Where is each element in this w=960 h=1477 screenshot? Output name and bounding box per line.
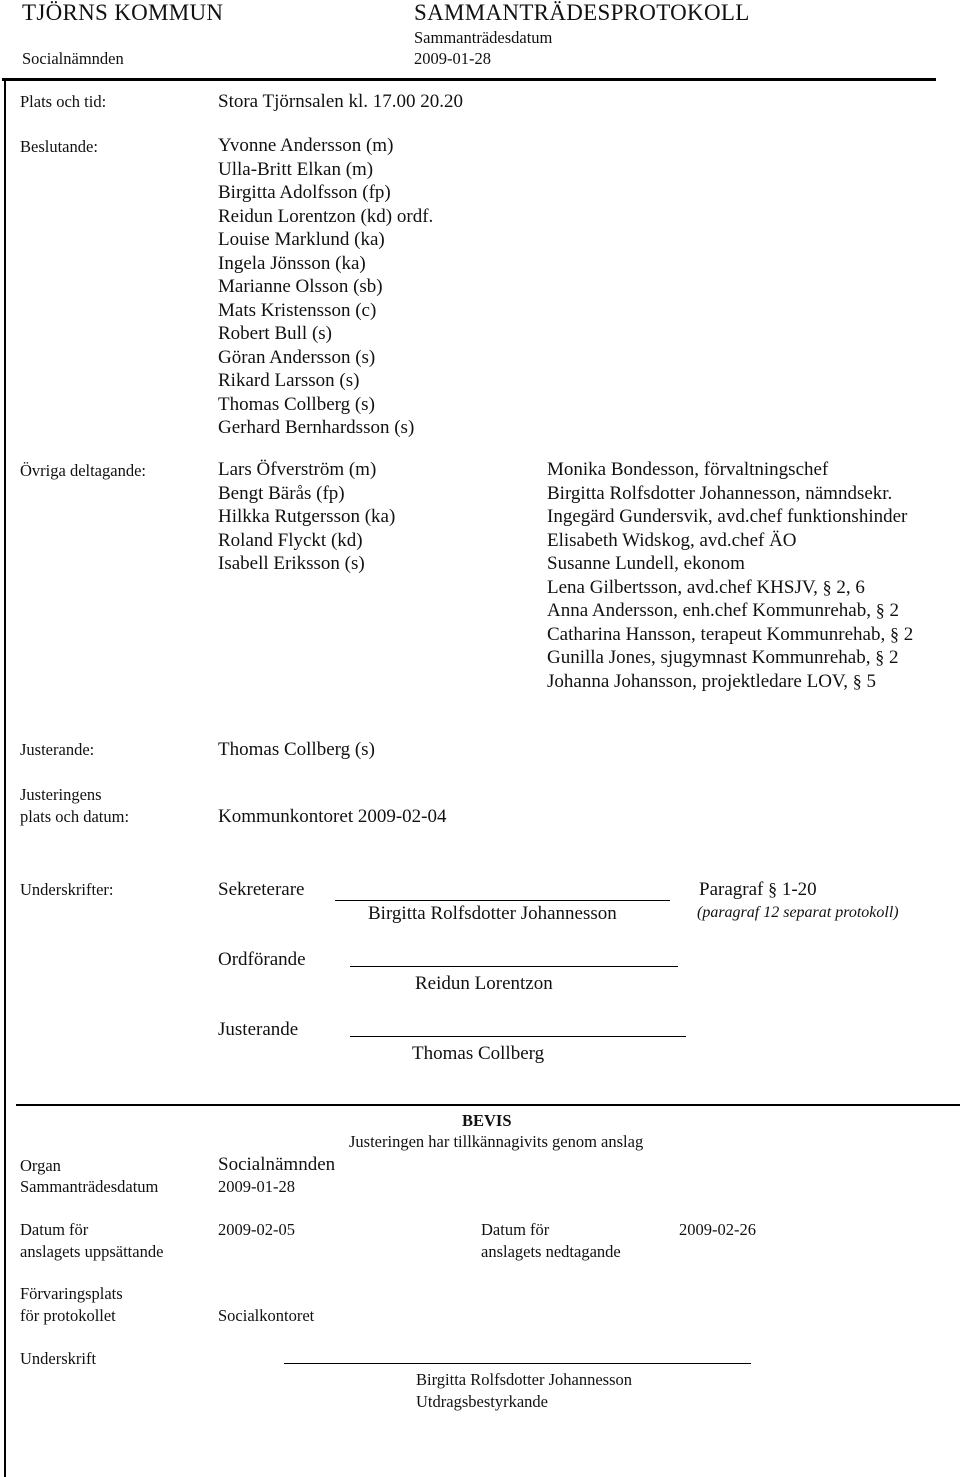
chair-role: Ordförande — [218, 949, 306, 970]
participant-with-paragraph: Gunilla Jones, sjugymnast Kommunrehab, § 2 — [547, 647, 899, 668]
signer-role: Utdragsbestyrkande — [416, 1392, 548, 1411]
storage-label-2: för protokollet — [20, 1306, 116, 1325]
storage-label-1: Förvaringsplats — [20, 1284, 123, 1303]
secretary-name: Birgitta Rolfsdotter Johannesson — [368, 903, 617, 924]
participant: Monika Bondesson, förvaltningschef — [547, 459, 829, 480]
paragraph-symbol: § — [822, 576, 832, 597]
document-title: SAMMANTRÄDESPROTOKOLL — [414, 0, 750, 25]
paragraph-range: Paragraf § 1-20 — [699, 879, 817, 900]
paragraph-symbol: § — [768, 879, 778, 899]
certificate-date-label: Sammanträdesdatum — [20, 1177, 159, 1196]
certificate-rule — [16, 1104, 960, 1106]
chair-signature-line — [350, 966, 678, 967]
organ-label: Organ — [20, 1156, 61, 1175]
certificate-date-value: 2009-01-28 — [218, 1177, 295, 1196]
others-label: Övriga deltagande: — [20, 461, 146, 480]
adjust-place-value: Kommunkontoret 2009-02-04 — [218, 806, 447, 827]
left-margin-rule — [4, 79, 6, 1477]
adjuster-label: Justerande: — [20, 740, 95, 759]
adjuster-name: Thomas Collberg — [412, 1043, 545, 1064]
place-label: Plats och tid: — [20, 92, 107, 111]
deciding-member: Robert Bull (s) — [218, 323, 332, 344]
deciding-member: Marianne Olsson (sb) — [218, 276, 383, 297]
removed-label-1: Datum för — [481, 1220, 550, 1239]
deciding-member: Reidun Lorentzon (kd) ordf. — [218, 205, 434, 227]
posted-value: 2009-02-05 — [218, 1220, 295, 1239]
participant: Ingegärd Gundersvik, avd.chef funktionshinder — [547, 506, 908, 527]
posted-label-1: Datum för — [20, 1220, 89, 1239]
header-rule — [2, 78, 936, 81]
participant-with-paragraph: Johanna Johansson, projektledare LOV, § 5 — [547, 670, 876, 692]
paragraph-symbol: § — [875, 647, 885, 667]
chair-name: Reidun Lorentzon — [415, 973, 553, 994]
adjust-place-label-2: plats och datum: — [20, 807, 130, 826]
committee-name: Socialnämnden — [22, 49, 124, 68]
posted-label-2: anslagets uppsättande — [20, 1242, 164, 1261]
certificate-subtitle: Justeringen har tillkännagivits genom anslag — [349, 1132, 644, 1151]
deciding-member: Birgitta Adolfsson (fp) — [218, 182, 391, 203]
deciding-list — [218, 134, 433, 440]
deciding-member: Ulla-Britt Elkan (m) — [218, 158, 374, 180]
organ-value: Socialnämnden — [218, 1154, 336, 1175]
deciding-member: Louise Marklund (ka) — [218, 229, 385, 250]
deciding-member: Ingela Jönsson (ka) — [218, 252, 366, 274]
adjuster-value: Thomas Collberg (s) — [218, 739, 375, 760]
paragraph-note: (paragraf 12 separat protokoll) — [697, 904, 899, 921]
meeting-date-label: Sammanträdesdatum — [414, 28, 553, 47]
signer-name: Birgitta Rolfsdotter Johannesson — [416, 1370, 633, 1389]
meeting-date: 2009-01-28 — [414, 49, 491, 68]
deciding-label: Beslutande: — [20, 137, 98, 156]
participant-with-paragraph: Catharina Hansson, terapeut Kommunrehab, § 2 — [547, 623, 914, 645]
deciding-member: Yvonne Andersson (m) — [218, 135, 394, 156]
adjuster-role: Justerande — [218, 1019, 299, 1040]
paragraph-symbol: § — [852, 670, 862, 691]
participant-with-paragraph: Lena Gilbertsson, avd.chef KHSJV, § 2, 6 — [547, 576, 865, 598]
secretary-signature-line — [335, 900, 670, 901]
others-right-list — [547, 458, 913, 693]
municipality-name: TJÖRNS KOMMUN — [22, 0, 224, 25]
certificate-signature-line — [284, 1363, 751, 1364]
participant-with-paragraph: Anna Andersson, enh.chef Kommunrehab, § 2 — [547, 600, 899, 621]
removed-value: 2009-02-26 — [679, 1220, 756, 1239]
deciding-member: Gerhard Bernhardsson (s) — [218, 417, 415, 438]
paragraph-symbol: § — [889, 623, 899, 644]
deciding-member: Göran Andersson (s) — [218, 346, 376, 368]
signatures-label: Underskrifter: — [20, 880, 114, 899]
secretary-role: Sekreterare — [218, 879, 305, 900]
place-value: Stora Tjörnsalen kl. 17.00 20.20 — [218, 91, 464, 112]
participant: Roland Flyckt (kd) — [218, 529, 363, 551]
participant: Isabell Eriksson (s) — [218, 553, 365, 574]
participant: Bengt Bärås (fp) — [218, 482, 345, 504]
others-left-list — [218, 458, 395, 576]
participant: Elisabeth Widskog, avd.chef ÄO — [547, 529, 797, 551]
participant: Susanne Lundell, ekonom — [547, 553, 745, 574]
participant: Birgitta Rolfsdotter Johannesson, nämndsekr. — [547, 482, 893, 504]
removed-label-2: anslagets nedtagande — [481, 1242, 621, 1261]
deciding-member: Thomas Collberg (s) — [218, 393, 375, 415]
certificate-title: BEVIS — [462, 1111, 512, 1130]
participant: Lars Öfverström (m) — [218, 459, 377, 480]
storage-value: Socialkontoret — [218, 1306, 315, 1325]
adjuster-signature-line — [350, 1036, 686, 1037]
adjust-place-label-1: Justeringens — [20, 785, 102, 804]
deciding-member: Mats Kristensson (c) — [218, 299, 377, 321]
deciding-member: Rikard Larsson (s) — [218, 370, 360, 391]
participant: Hilkka Rutgersson (ka) — [218, 506, 396, 527]
paragraph-symbol: § — [875, 600, 885, 620]
signature-label: Underskrift — [20, 1349, 97, 1368]
